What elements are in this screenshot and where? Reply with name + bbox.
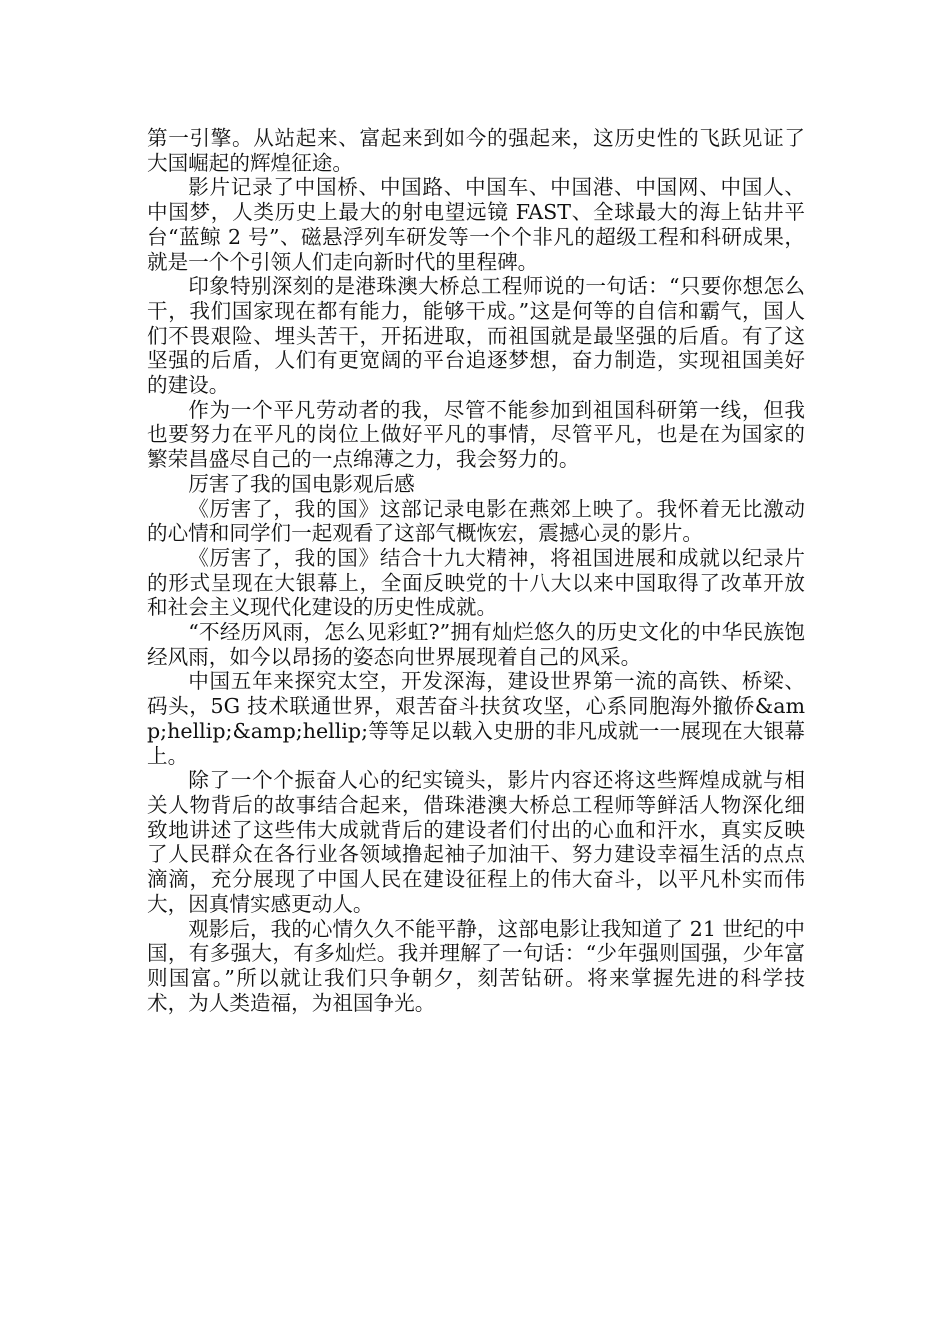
paragraph-1: 第一引擎。从站起来、富起来到如今的强起来，这历史性的飞跃见证了大国崛起的辉煌征途。 bbox=[147, 126, 805, 175]
paragraph-5: 《厉害了，我的国》这部记录电影在燕郊上映了。我怀着无比激动的心情和同学们一起观看了这部气概恢宏，震撼心灵的影片。 bbox=[147, 496, 805, 546]
paragraph-4: 作为一个平凡劳动者的我，尽管不能参加到祖国科研第一线，但我也要努力在平凡的岗位上做好平凡的事情，尽管平凡，也是在为国家的繁荣昌盛尽自己的一点绵薄之力，我会努力的。 bbox=[147, 397, 805, 472]
paragraph-6: 《厉害了，我的国》结合十九大精神，将祖国进展和成就以纪录片的形式呈现在大银幕上，全面反映党的十八大以来中国取得了改革开放和社会主义现代化建设的历史性成就。 bbox=[147, 545, 805, 620]
section-heading: 厉害了我的国电影观后感 bbox=[188, 471, 415, 496]
paragraph-2: 影片记录了中国桥、中国路、中国车、中国港、中国网、中国人、中国梦，人类历史上最大的射电望远镜 FAST、全球最大的海上钻井平台“蓝鲸 2 号”、磁悬浮列车研发等一个个非凡的超级工程和科研成果，就是一个个引领人们走向新时代的里程碑。 bbox=[147, 175, 805, 274]
paragraph-3: 印象特别深刻的是港珠澳大桥总工程师说的一句话：“只要你想怎么干，我们国家现在都有能力，能够干成。”这是何等的自信和霸气，国人们不畏艰险、埋头苦干，开拓进取，而祖国就是最坚强的后盾。有了这坚强的后盾，人们有更宽阔的平台追逐梦想，奋力制造，实现祖国美好的建设。 bbox=[147, 274, 805, 398]
paragraph-10: 观影后，我的心情久久不能平静，这部电影让我知道了 21 世纪的中国，有多强大，有多灿烂。我并理解了一句话：“少年强则国强，少年富则国富。”所以就让我们只争朝夕，刻苦钻研。将来掌握先进的科学技术，为人类造福，为祖国争光。 bbox=[147, 916, 805, 1015]
paragraph-9: 除了一个个振奋人心的纪实镜头，影片内容还将这些辉煌成就与相关人物背后的故事结合起来，借珠港澳大桥总工程师等鲜活人物深化细致地讲述了这些伟大成就背后的建设者们付出的心血和汗水，真实反映了人民群众在各行业各领域撸起袖子加油干、努力建设幸福生活的点点滴滴，充分展现了中国人民在建设征程上的伟大奋斗，以平凡朴实而伟大，因真情实感更动人。 bbox=[147, 768, 805, 916]
paragraph-8: 中国五年来探究太空，开发深海，建设世界第一流的高铁、桥梁、码头，5G 技术联通世界，艰苦奋斗扶贫攻坚，心系同胞海外撤侨&amp;hellip;&amp;hellip;等等足以载入史册的非凡成就一一展现在大银幕上。 bbox=[147, 669, 805, 768]
paragraph-7: “不经历风雨，怎么见彩虹?”拥有灿烂悠久的历史文化的中华民族饱经风雨，如今以昂扬的姿态向世界展现着自己的风采。 bbox=[147, 620, 805, 669]
document-body bbox=[147, 126, 805, 1015]
